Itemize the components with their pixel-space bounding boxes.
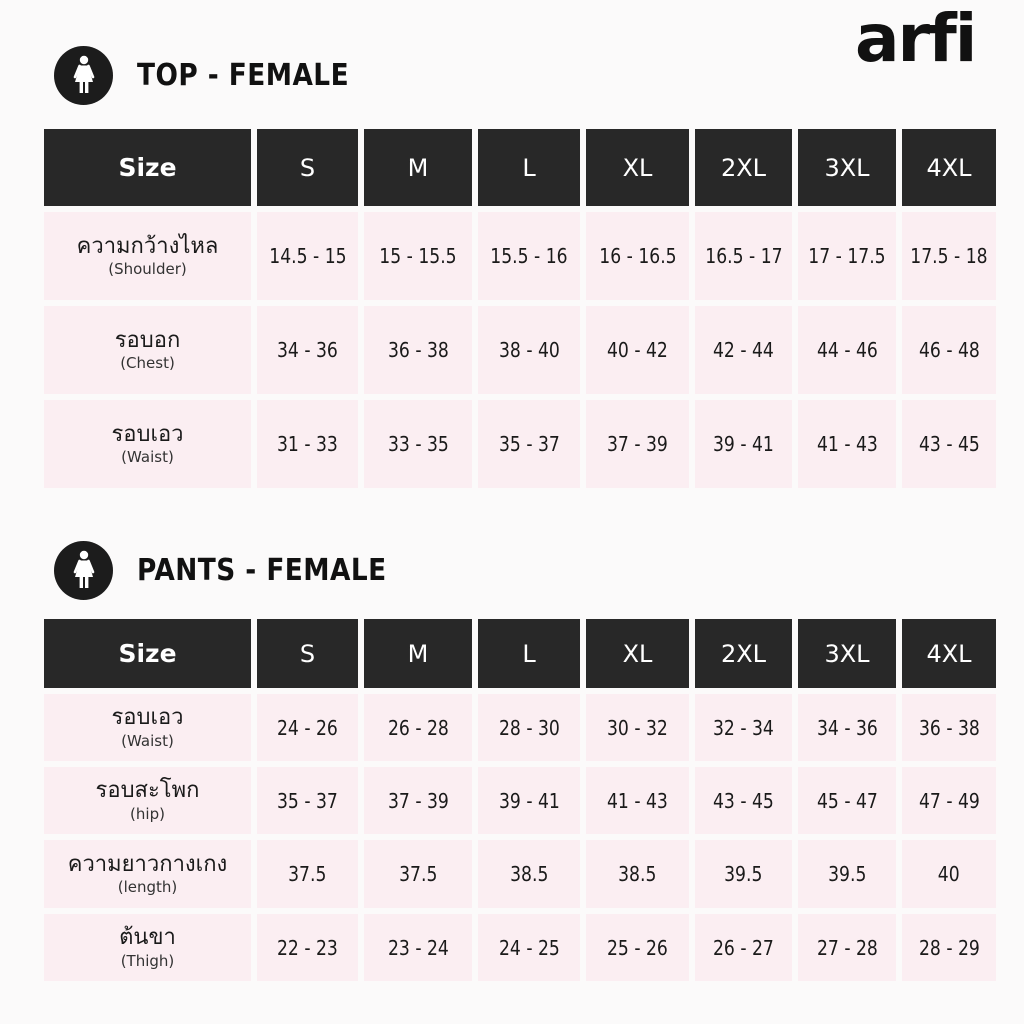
header-cell: XL (586, 619, 689, 688)
value-cell: 30 - 32 (586, 694, 689, 761)
value-cell: 43 - 45 (695, 767, 792, 834)
value-cell: 16 - 16.5 (586, 212, 689, 300)
header-cell: 3XL (798, 619, 896, 688)
value-cell: 26 - 27 (695, 914, 792, 981)
value-cell: 27 - 28 (798, 914, 896, 981)
section-title: TOP - FEMALE (137, 57, 350, 93)
value-cell: 31 - 33 (257, 400, 358, 488)
value-cell: 15.5 - 16 (478, 212, 580, 300)
value-cell: 40 (902, 840, 996, 908)
row-label-english: (Waist) (121, 731, 174, 750)
value-cell: 28 - 29 (902, 914, 996, 981)
pants-section-header (54, 540, 421, 600)
row-label-english: (Thigh) (120, 951, 175, 970)
row-label (44, 694, 251, 761)
value-cell: 25 - 26 (586, 914, 689, 981)
value-cell: 28 - 30 (478, 694, 580, 761)
value-cell: 46 - 48 (902, 306, 996, 394)
row-label-thai: รอบเอว (111, 421, 184, 447)
value-cell: 34 - 36 (798, 694, 896, 761)
value-cell: 35 - 37 (257, 767, 358, 834)
value-cell: 47 - 49 (902, 767, 996, 834)
header-cell: 2XL (695, 129, 792, 206)
row-label-english: (length) (117, 878, 178, 896)
header-cell: L (478, 619, 580, 688)
value-cell: 38.5 (478, 840, 580, 908)
value-cell: 37.5 (364, 840, 472, 908)
header-cell: 2XL (695, 619, 792, 688)
header-cell: S (257, 129, 358, 206)
top-size-table (44, 129, 988, 488)
value-cell: 43 - 45 (902, 400, 996, 488)
value-cell: 35 - 37 (478, 400, 580, 488)
value-cell: 45 - 47 (798, 767, 896, 834)
row-label-thai: ต้นขา (119, 925, 176, 950)
header-cell: Size (44, 129, 251, 206)
value-cell: 17.5 - 18 (902, 212, 996, 300)
value-cell: 37 - 39 (586, 400, 689, 488)
header-cell: L (478, 129, 580, 206)
value-cell: 41 - 43 (586, 767, 689, 834)
pants-size-table (44, 619, 980, 981)
top-section-header (54, 45, 378, 105)
value-cell: 34 - 36 (257, 306, 358, 394)
row-label-english: (Waist) (121, 448, 174, 466)
row-label-thai: รอบอก (114, 327, 181, 353)
row-label-thai: ความกว้างไหล (76, 233, 219, 259)
value-cell: 39 - 41 (695, 400, 792, 488)
header-cell: S (257, 619, 358, 688)
row-label (44, 767, 251, 834)
value-cell: 26 - 28 (364, 694, 472, 761)
female-icon (54, 541, 113, 600)
value-cell: 16.5 - 17 (695, 212, 792, 300)
row-label (44, 212, 251, 300)
header-cell: Size (44, 619, 251, 688)
value-cell: 37.5 (257, 840, 358, 908)
row-label (44, 306, 251, 394)
row-label (44, 914, 251, 981)
value-cell: 40 - 42 (586, 306, 689, 394)
value-cell: 42 - 44 (695, 306, 792, 394)
row-label (44, 400, 251, 488)
value-cell: 24 - 26 (257, 694, 358, 761)
female-icon (54, 46, 113, 105)
value-cell: 39.5 (695, 840, 792, 908)
value-cell: 39 - 41 (478, 767, 580, 834)
row-label-thai: รอบเอว (111, 705, 184, 730)
header-cell: 4XL (902, 129, 996, 206)
header-cell: 4XL (902, 619, 996, 688)
value-cell: 38.5 (586, 840, 689, 908)
value-cell: 36 - 38 (364, 306, 472, 394)
header-cell: XL (586, 129, 689, 206)
value-cell: 32 - 34 (695, 694, 792, 761)
value-cell: 22 - 23 (257, 914, 358, 981)
row-label-thai: รอบสะโพก (95, 778, 200, 803)
value-cell: 17 - 17.5 (798, 212, 896, 300)
value-cell: 14.5 - 15 (257, 212, 358, 300)
row-label-english: (Shoulder) (108, 260, 187, 278)
section-title: PANTS - FEMALE (137, 552, 387, 588)
value-cell: 15 - 15.5 (364, 212, 472, 300)
value-cell: 24 - 25 (478, 914, 580, 981)
value-cell: 41 - 43 (798, 400, 896, 488)
value-cell: 23 - 24 (364, 914, 472, 981)
value-cell: 36 - 38 (902, 694, 996, 761)
row-label-english: (Chest) (120, 354, 175, 372)
header-cell: M (364, 619, 472, 688)
row-label-english: (hip) (130, 804, 165, 823)
header-cell: M (364, 129, 472, 206)
value-cell: 44 - 46 (798, 306, 896, 394)
value-cell: 38 - 40 (478, 306, 580, 394)
header-cell: 3XL (798, 129, 896, 206)
value-cell: 37 - 39 (364, 767, 472, 834)
row-label-thai: ความยาวกางเกง (67, 851, 228, 877)
value-cell: 39.5 (798, 840, 896, 908)
brand-logo: arfi (855, 0, 976, 77)
value-cell: 33 - 35 (364, 400, 472, 488)
row-label (44, 840, 251, 908)
